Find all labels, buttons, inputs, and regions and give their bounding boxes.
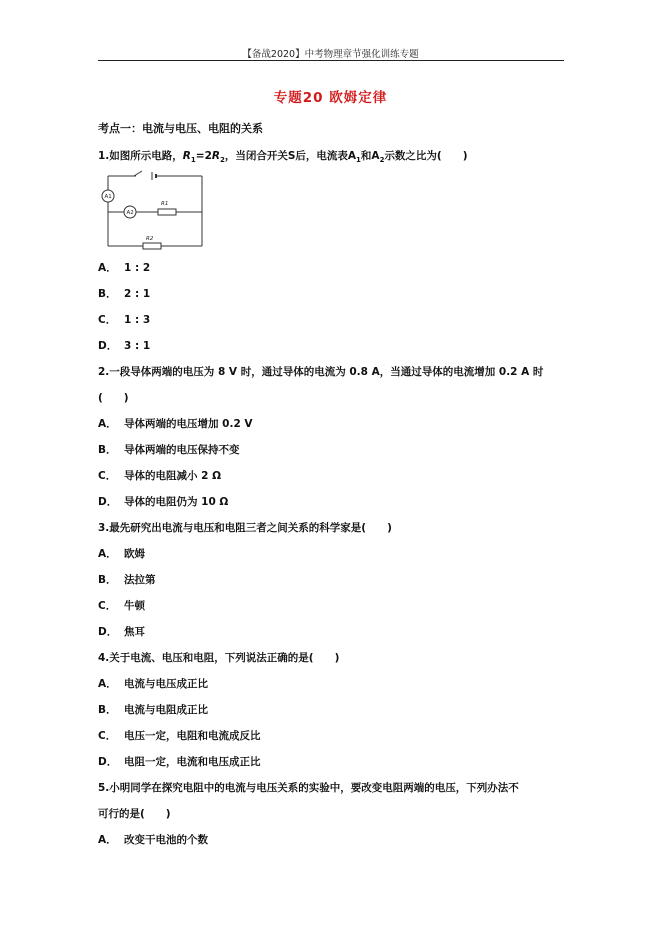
question-4-option-a[interactable]: A． 电流与电压成正比 — [98, 678, 208, 690]
question-2-option-b[interactable]: B． 导体两端的电压保持不变 — [98, 444, 240, 456]
question-1-option-b[interactable]: B． 2 : 1 — [98, 288, 151, 300]
section-heading: 考点一：电流与电压、电阻的关系 — [98, 122, 263, 135]
question-4-stem: 4.关于电流、电压和电阻，下列说法正确的是( ) — [98, 652, 340, 664]
r1-label: R1 — [161, 201, 169, 207]
switch-blade — [134, 171, 142, 176]
question-4-option-d[interactable]: D． 电阻一定，电流和电压成正比 — [98, 756, 261, 768]
resistor-r2 — [143, 243, 161, 249]
resistor-r1 — [158, 209, 176, 215]
question-3-option-b[interactable]: B． 法拉第 — [98, 574, 156, 586]
page-title: 专题20 欧姆定律 — [273, 90, 388, 106]
question-1-option-d[interactable]: D． 3 : 1 — [98, 340, 151, 352]
question-4-option-c[interactable]: C． 电压一定，电阻和电流成反比 — [98, 730, 261, 742]
question-5-option-a[interactable]: A． 改变干电池的个数 — [98, 834, 208, 846]
page-header: 【备战2020】中考物理章节强化训练专题 — [242, 49, 419, 60]
question-2-stem-line-2: ( ) — [98, 392, 129, 404]
question-5-stem-line-2: 可行的是( ) — [98, 808, 171, 820]
question-1-stem: 1.如图所示电路，$R_1=2R_2$，当闭合开关S后，电流表$A_1$和$A_2$示数之比为( ) — [98, 150, 468, 165]
question-3-option-d[interactable]: D． 焦耳 — [98, 626, 145, 638]
question-1-option-c[interactable]: C． 1 : 3 — [98, 314, 151, 326]
question-2-option-c[interactable]: C． 导体的电阻减小 2 Ω — [98, 470, 222, 482]
question-2-option-d[interactable]: D． 导体的电阻仍为 10 Ω — [98, 496, 229, 508]
circuit-diagram — [98, 170, 208, 250]
header-divider — [98, 60, 564, 61]
question-3-stem: 3.最先研究出电流与电压和电阻三者之间关系的科学家是( ) — [98, 522, 392, 534]
a1-label: A1 — [104, 194, 112, 200]
question-3-option-a[interactable]: A． 欧姆 — [98, 548, 145, 560]
question-2-stem-line-1: 2.一段导体两端的电压为 8 V 时，通过导体的电流为 0.8 A，当通过导体的电流增加 0.2 A 时 — [98, 366, 544, 378]
question-5-stem-line-1: 5.小明同学在探究电阻中的电流与电压关系的实验中，要改变电阻两端的电压，下列办法不 — [98, 782, 519, 794]
question-1-option-a[interactable]: A． 1 : 2 — [98, 262, 151, 274]
question-4-option-b[interactable]: B． 电流与电阻成正比 — [98, 704, 208, 716]
question-3-option-c[interactable]: C． 牛顿 — [98, 600, 145, 612]
a2-label: A2 — [126, 210, 134, 216]
question-2-option-a[interactable]: A． 导体两端的电压增加 0.2 V — [98, 418, 253, 430]
r2-label: R2 — [146, 236, 154, 242]
